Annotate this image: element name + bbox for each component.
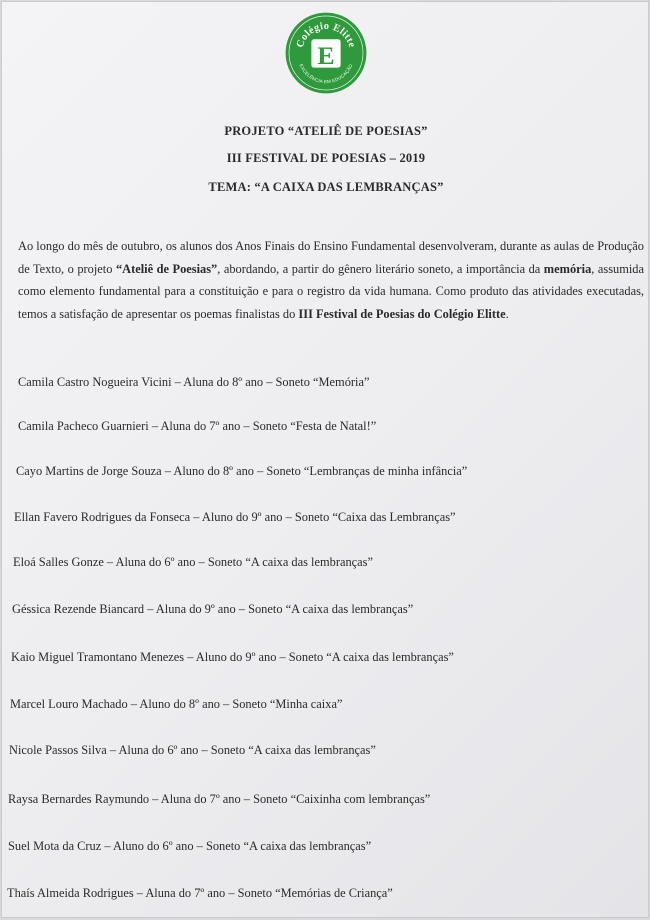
svg-text:Colégio Elitte: Colégio Elitte	[294, 20, 358, 50]
document-page	[1, 1, 649, 918]
project-name: “Ateliê de Poesias”	[115, 261, 218, 276]
memory-keyword: memória	[543, 261, 592, 276]
svg-text:E: E	[317, 40, 335, 70]
intro-paragraph	[18, 235, 644, 325]
finalist-entry: Camila Pacheco Guarnieri – Aluna do 7º ano – Soneto “Festa de Natal!”	[18, 419, 377, 433]
intro-text: , assumida como elemento fundamental para a constituição e para o registro da vida humana. Como produto das atividades executadas, temos a satisfação de apresentar os poemas finalistas do	[18, 261, 645, 321]
school-seal-icon	[283, 10, 369, 96]
intro-text: Ao longo do mês de outubro, os alunos dos Anos Finais do Ensino Fundamental desenvolveram, durante as aulas de Produção de Texto, o projeto	[18, 239, 644, 276]
finalist-entry: Camila Castro Nogueira Vicini – Aluna do 8º ano – Soneto “Memória”	[18, 375, 370, 389]
finalist-entry: Ellan Favero Rodrigues da Fonseca – Aluno do 9º ano – Soneto “Caixa das Lembranças”	[14, 510, 456, 524]
finalist-entry: Thaís Almeida Rodrigues – Aluna do 7º ano – Soneto “Memórias de Criança”	[7, 886, 393, 900]
festival-name: III Festival de Poesias do Colégio Elitte	[298, 306, 506, 321]
finalist-entry: Marcel Louro Machado – Aluno do 8º ano – Soneto “Minha caixa”	[10, 697, 343, 711]
svg-text:EXCELÊNCIA EM EDUCAÇÃO: EXCELÊNCIA EM EDUCAÇÃO	[298, 63, 354, 85]
finalist-entry: Suel Mota da Cruz – Aluno do 6º ano – Soneto “A caixa das lembranças”	[8, 839, 372, 853]
festival-title: III FESTIVAL DE POESIAS – 2019	[226, 151, 426, 165]
school-logo	[283, 10, 369, 96]
intro-text: , abordando, a partir do gênero literário soneto, a importância da	[217, 261, 544, 276]
finalist-entry: Nicole Passos Silva – Aluna do 6º ano – Soneto “A caixa das lembranças”	[9, 743, 376, 757]
finalist-entry: Géssica Rezende Biancard – Aluna do 9º ano – Soneto “A caixa das lembranças”	[12, 602, 414, 616]
finalist-entry: Kaio Miguel Tramontano Menezes – Aluno do 9º ano – Soneto “A caixa das lembranças”	[11, 650, 454, 664]
finalist-entry: Eloá Salles Gonze – Aluna do 6º ano – Soneto “A caixa das lembranças”	[13, 555, 373, 569]
project-title: PROJETO “ATELIÊ DE POESIAS”	[224, 124, 428, 138]
finalist-entry: Cayo Martins de Jorge Souza – Aluno do 8º ano – Soneto “Lembranças de minha infância”	[16, 464, 468, 478]
finalist-entry: Raysa Bernardes Raymundo – Aluna do 7º ano – Soneto “Caixinha com lembranças”	[8, 792, 431, 806]
theme-title: TEMA: “A CAIXA DAS LEMBRANÇAS”	[208, 180, 444, 194]
intro-text: .	[505, 306, 509, 321]
